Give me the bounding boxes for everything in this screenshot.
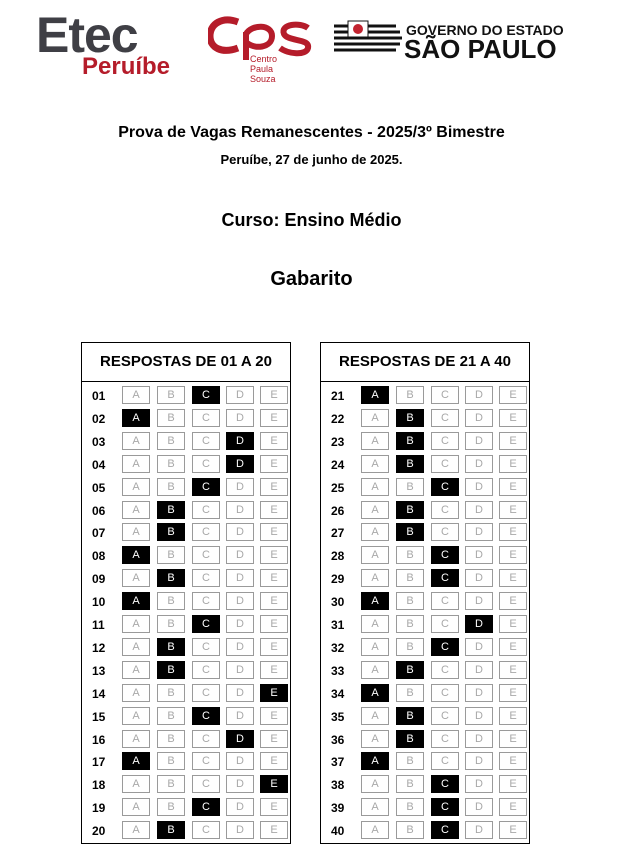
etec-logo-city: Peruíbe	[82, 53, 171, 80]
option-box: E	[499, 707, 527, 725]
option-box: E	[260, 569, 288, 587]
option-box: A	[361, 523, 389, 541]
option-box: A	[361, 775, 389, 793]
question-number: 17	[92, 755, 106, 770]
option-box: E	[260, 821, 288, 839]
option-box: D	[226, 592, 254, 610]
answer-row	[82, 386, 290, 406]
option-box: D	[465, 523, 493, 541]
option-box: A	[361, 798, 389, 816]
option-box: C	[431, 707, 459, 725]
answer-row	[82, 684, 290, 704]
answer-row	[82, 569, 290, 589]
option-box: D	[465, 569, 493, 587]
option-box-selected: A	[122, 409, 150, 427]
etec-logo	[36, 7, 171, 80]
option-box: D	[226, 775, 254, 793]
option-box: E	[260, 386, 288, 404]
option-box: C	[192, 523, 220, 541]
answer-row	[321, 501, 529, 521]
option-box-selected: B	[157, 638, 185, 656]
answer-row	[321, 615, 529, 635]
option-box: D	[465, 775, 493, 793]
option-box-selected: C	[192, 615, 220, 633]
option-box: C	[192, 775, 220, 793]
question-number: 33	[331, 663, 345, 678]
option-box: C	[431, 730, 459, 748]
option-box-selected: E	[260, 775, 288, 793]
question-number: 11	[92, 618, 105, 632]
question-number: 16	[92, 732, 106, 747]
question-number: 02	[92, 411, 106, 426]
option-box: A	[122, 455, 150, 473]
option-box: D	[465, 455, 493, 473]
question-number: 29	[331, 572, 345, 587]
answer-row	[321, 455, 529, 475]
answer-row	[321, 752, 529, 772]
option-box: D	[226, 752, 254, 770]
gov-logo-line2: SÃO PAULO	[404, 34, 557, 64]
option-box-selected: C	[192, 798, 220, 816]
question-number: 40	[331, 824, 345, 839]
option-box: C	[431, 592, 459, 610]
answer-row	[82, 821, 290, 841]
option-box: E	[260, 478, 288, 496]
option-box-selected: C	[431, 638, 459, 656]
option-box: D	[226, 409, 254, 427]
option-box: D	[226, 684, 254, 702]
answer-row	[82, 592, 290, 612]
option-box: E	[499, 546, 527, 564]
option-box: E	[499, 661, 527, 679]
option-box: A	[122, 523, 150, 541]
option-box: A	[361, 546, 389, 564]
option-box: E	[499, 752, 527, 770]
answer-row	[82, 546, 290, 566]
question-number: 06	[92, 503, 106, 518]
option-box: E	[499, 455, 527, 473]
option-box: E	[260, 546, 288, 564]
option-box: C	[192, 661, 220, 679]
option-box: A	[122, 775, 150, 793]
option-box-selected: C	[431, 821, 459, 839]
option-box: E	[499, 386, 527, 404]
option-box-selected: B	[157, 821, 185, 839]
answer-row	[321, 569, 529, 589]
option-box: D	[226, 615, 254, 633]
option-box: D	[465, 821, 493, 839]
option-box: B	[157, 455, 185, 473]
answer-row	[321, 523, 529, 543]
question-number: 23	[331, 434, 345, 449]
option-box: E	[499, 615, 527, 633]
option-box: A	[361, 432, 389, 450]
question-number: 03	[92, 434, 106, 449]
option-box: D	[226, 798, 254, 816]
gov-logo-line1: GOVERNO DO ESTADO	[406, 22, 564, 38]
option-box: A	[361, 661, 389, 679]
option-box: E	[499, 569, 527, 587]
option-box: C	[192, 501, 220, 519]
question-number: 30	[331, 595, 345, 610]
answer-row	[82, 707, 290, 727]
answer-row	[82, 730, 290, 750]
option-box: C	[431, 455, 459, 473]
question-number: 37	[331, 755, 345, 770]
panel-title: RESPOSTAS DE 01 A 20	[82, 343, 290, 382]
option-box: B	[157, 615, 185, 633]
option-box-selected: D	[226, 455, 254, 473]
question-number: 31	[331, 618, 345, 632]
answer-row	[82, 615, 290, 635]
answer-panel-01-20	[81, 342, 291, 844]
option-box: C	[192, 409, 220, 427]
option-box-selected: C	[431, 775, 459, 793]
logo-bar	[0, 0, 623, 90]
option-box: C	[431, 752, 459, 770]
question-number: 26	[331, 503, 345, 518]
option-box: A	[122, 386, 150, 404]
option-box: E	[499, 409, 527, 427]
option-box: D	[226, 523, 254, 541]
option-box: C	[431, 409, 459, 427]
option-box: D	[226, 501, 254, 519]
answer-row	[321, 546, 529, 566]
option-box-selected: A	[361, 386, 389, 404]
option-box: B	[157, 730, 185, 748]
option-box-selected: B	[396, 409, 424, 427]
question-number: 32	[331, 640, 345, 655]
option-box: D	[465, 707, 493, 725]
option-box: E	[499, 478, 527, 496]
option-box-selected: B	[396, 730, 424, 748]
option-box-selected: B	[157, 501, 185, 519]
question-number: 21	[331, 389, 345, 403]
option-box: A	[361, 478, 389, 496]
option-box: B	[396, 775, 424, 793]
option-box-selected: C	[431, 569, 459, 587]
option-box: C	[431, 386, 459, 404]
option-box: E	[499, 684, 527, 702]
answer-row	[321, 592, 529, 612]
question-number: 22	[331, 411, 345, 426]
option-box: A	[122, 730, 150, 748]
answer-row	[82, 409, 290, 429]
option-box: E	[260, 523, 288, 541]
answer-row	[82, 661, 290, 681]
option-box: A	[122, 821, 150, 839]
question-number: 20	[92, 824, 106, 839]
course-title: Curso: Ensino Médio	[221, 210, 402, 230]
answer-row	[321, 730, 529, 750]
option-box: B	[396, 615, 424, 633]
answer-row	[82, 523, 290, 543]
option-box: A	[361, 638, 389, 656]
sp-flag-icon	[334, 20, 404, 54]
question-number: 18	[92, 778, 106, 793]
option-box-selected: B	[396, 501, 424, 519]
etec-logo-name: Etec	[36, 7, 138, 63]
option-box: D	[465, 752, 493, 770]
option-box: C	[431, 432, 459, 450]
cps-logo	[208, 12, 318, 84]
option-box: A	[122, 501, 150, 519]
option-box: E	[499, 592, 527, 610]
answer-row	[82, 501, 290, 521]
answer-row	[321, 684, 529, 704]
option-box-selected: B	[157, 661, 185, 679]
question-number: 08	[92, 549, 106, 564]
answer-row	[321, 409, 529, 429]
option-box: C	[431, 523, 459, 541]
option-box-selected: B	[396, 707, 424, 725]
option-box-selected: A	[122, 546, 150, 564]
exam-title: Prova de Vagas Remanescentes - 2025/3º Bimestre	[118, 124, 505, 141]
option-box: D	[465, 592, 493, 610]
answer-row	[82, 638, 290, 658]
option-box: A	[361, 707, 389, 725]
question-number: 05	[92, 480, 106, 495]
answer-row	[321, 707, 529, 727]
option-box-selected: E	[260, 684, 288, 702]
option-box: B	[396, 478, 424, 496]
option-box: D	[465, 546, 493, 564]
option-box: E	[260, 501, 288, 519]
option-box: D	[465, 684, 493, 702]
option-box: C	[192, 592, 220, 610]
option-box-selected: D	[465, 615, 493, 633]
option-box-selected: A	[122, 752, 150, 770]
question-number: 35	[331, 709, 345, 724]
option-box: D	[226, 386, 254, 404]
option-box: B	[396, 638, 424, 656]
option-box: B	[157, 432, 185, 450]
option-box: D	[226, 569, 254, 587]
question-number: 36	[331, 732, 345, 747]
option-box: B	[396, 752, 424, 770]
option-box: E	[499, 821, 527, 839]
option-box: C	[192, 730, 220, 748]
option-box: C	[431, 661, 459, 679]
option-box: B	[157, 798, 185, 816]
option-box: E	[260, 707, 288, 725]
place-date: Peruíbe, 27 de junho de 2025.	[220, 152, 403, 167]
question-number: 27	[331, 526, 345, 541]
option-box: E	[499, 523, 527, 541]
option-box: B	[157, 478, 185, 496]
option-box: C	[192, 569, 220, 587]
option-box: B	[157, 386, 185, 404]
option-box: B	[396, 546, 424, 564]
answer-row	[82, 455, 290, 475]
option-box: C	[431, 684, 459, 702]
option-box: D	[465, 501, 493, 519]
option-box: E	[260, 661, 288, 679]
option-box: B	[396, 798, 424, 816]
answer-key-heading: Gabarito	[270, 268, 353, 290]
question-number: 12	[92, 640, 106, 655]
option-box: A	[122, 478, 150, 496]
option-box: E	[499, 798, 527, 816]
option-box: B	[396, 592, 424, 610]
answer-panel-21-40	[320, 342, 530, 844]
option-box: E	[499, 638, 527, 656]
option-box: A	[122, 638, 150, 656]
option-box: E	[499, 775, 527, 793]
option-box: A	[361, 615, 389, 633]
question-number: 39	[331, 801, 345, 816]
answer-row	[321, 661, 529, 681]
option-box: C	[192, 821, 220, 839]
option-box: A	[361, 569, 389, 587]
option-box: D	[465, 478, 493, 496]
option-box: E	[260, 798, 288, 816]
answer-row	[321, 386, 529, 406]
option-box: A	[122, 615, 150, 633]
option-box-selected: A	[361, 592, 389, 610]
option-box: E	[260, 615, 288, 633]
answer-row	[82, 775, 290, 795]
option-box-selected: A	[361, 684, 389, 702]
question-number: 01	[92, 389, 106, 403]
question-number: 38	[331, 778, 345, 793]
question-number: 13	[92, 663, 106, 678]
option-box: E	[499, 730, 527, 748]
question-number: 14	[92, 686, 106, 701]
option-box: A	[122, 707, 150, 725]
answer-row	[321, 775, 529, 795]
option-box: A	[122, 569, 150, 587]
question-number: 24	[331, 457, 345, 472]
option-box: D	[465, 386, 493, 404]
option-box: A	[361, 730, 389, 748]
option-box-selected: C	[431, 798, 459, 816]
option-box: E	[260, 638, 288, 656]
panel-title: RESPOSTAS DE 21 A 40	[321, 343, 529, 382]
option-box: E	[260, 455, 288, 473]
question-number: 28	[331, 549, 345, 564]
option-box-selected: C	[431, 546, 459, 564]
option-box-selected: C	[192, 478, 220, 496]
option-box: B	[157, 707, 185, 725]
option-box: B	[396, 821, 424, 839]
option-box: E	[260, 730, 288, 748]
option-box: D	[465, 432, 493, 450]
option-box: A	[122, 432, 150, 450]
option-box: B	[157, 546, 185, 564]
cps-logo-text: Centro Paula Souza	[250, 54, 278, 84]
option-box-selected: A	[122, 592, 150, 610]
answer-row	[321, 432, 529, 452]
option-box: E	[499, 501, 527, 519]
option-box: E	[499, 432, 527, 450]
answer-row	[82, 432, 290, 452]
option-box-selected: C	[431, 478, 459, 496]
option-box-selected: D	[226, 432, 254, 450]
answer-row	[321, 478, 529, 498]
option-box: C	[192, 752, 220, 770]
option-box: A	[361, 455, 389, 473]
question-number: 34	[331, 686, 345, 701]
option-box-selected: C	[192, 386, 220, 404]
option-box: E	[260, 432, 288, 450]
option-box: D	[226, 638, 254, 656]
option-box: C	[192, 432, 220, 450]
option-box: C	[192, 455, 220, 473]
option-box: E	[260, 409, 288, 427]
option-box: C	[431, 501, 459, 519]
sp-government-logo	[334, 14, 584, 64]
option-box: A	[361, 821, 389, 839]
question-number: 19	[92, 801, 106, 816]
answer-row	[82, 478, 290, 498]
question-number: 07	[92, 526, 106, 541]
option-box: B	[396, 386, 424, 404]
question-number: 04	[92, 457, 106, 472]
option-box: B	[157, 592, 185, 610]
option-box-selected: B	[157, 569, 185, 587]
option-box-selected: B	[157, 523, 185, 541]
option-box-selected: B	[396, 432, 424, 450]
option-box: E	[260, 752, 288, 770]
option-box: B	[396, 684, 424, 702]
option-box: C	[192, 546, 220, 564]
option-box-selected: A	[361, 752, 389, 770]
option-box: C	[431, 615, 459, 633]
answer-row	[321, 798, 529, 818]
option-box: D	[226, 546, 254, 564]
option-box: A	[361, 409, 389, 427]
option-box: C	[192, 638, 220, 656]
option-box: A	[361, 501, 389, 519]
option-box: D	[465, 661, 493, 679]
question-number: 10	[92, 595, 106, 610]
question-number: 25	[331, 480, 345, 495]
option-box: E	[260, 592, 288, 610]
option-box-selected: C	[192, 707, 220, 725]
option-box: D	[465, 638, 493, 656]
option-box: B	[157, 752, 185, 770]
answer-row	[82, 798, 290, 818]
option-box: C	[192, 684, 220, 702]
option-box-selected: B	[396, 661, 424, 679]
option-box: D	[226, 478, 254, 496]
option-box: D	[226, 661, 254, 679]
option-box: B	[157, 775, 185, 793]
answer-row	[321, 638, 529, 658]
answer-row	[82, 752, 290, 772]
option-box: D	[465, 798, 493, 816]
option-box-selected: B	[396, 523, 424, 541]
option-box: B	[396, 569, 424, 587]
option-box: D	[465, 409, 493, 427]
question-number: 15	[92, 709, 106, 724]
option-box-selected: D	[226, 730, 254, 748]
option-box: D	[465, 730, 493, 748]
question-number: 09	[92, 572, 106, 587]
answer-row	[321, 821, 529, 841]
option-box: A	[122, 684, 150, 702]
option-box: B	[157, 409, 185, 427]
option-box: D	[226, 707, 254, 725]
option-box: A	[122, 798, 150, 816]
option-box: B	[157, 684, 185, 702]
option-box-selected: B	[396, 455, 424, 473]
option-box: A	[122, 661, 150, 679]
option-box: D	[226, 821, 254, 839]
